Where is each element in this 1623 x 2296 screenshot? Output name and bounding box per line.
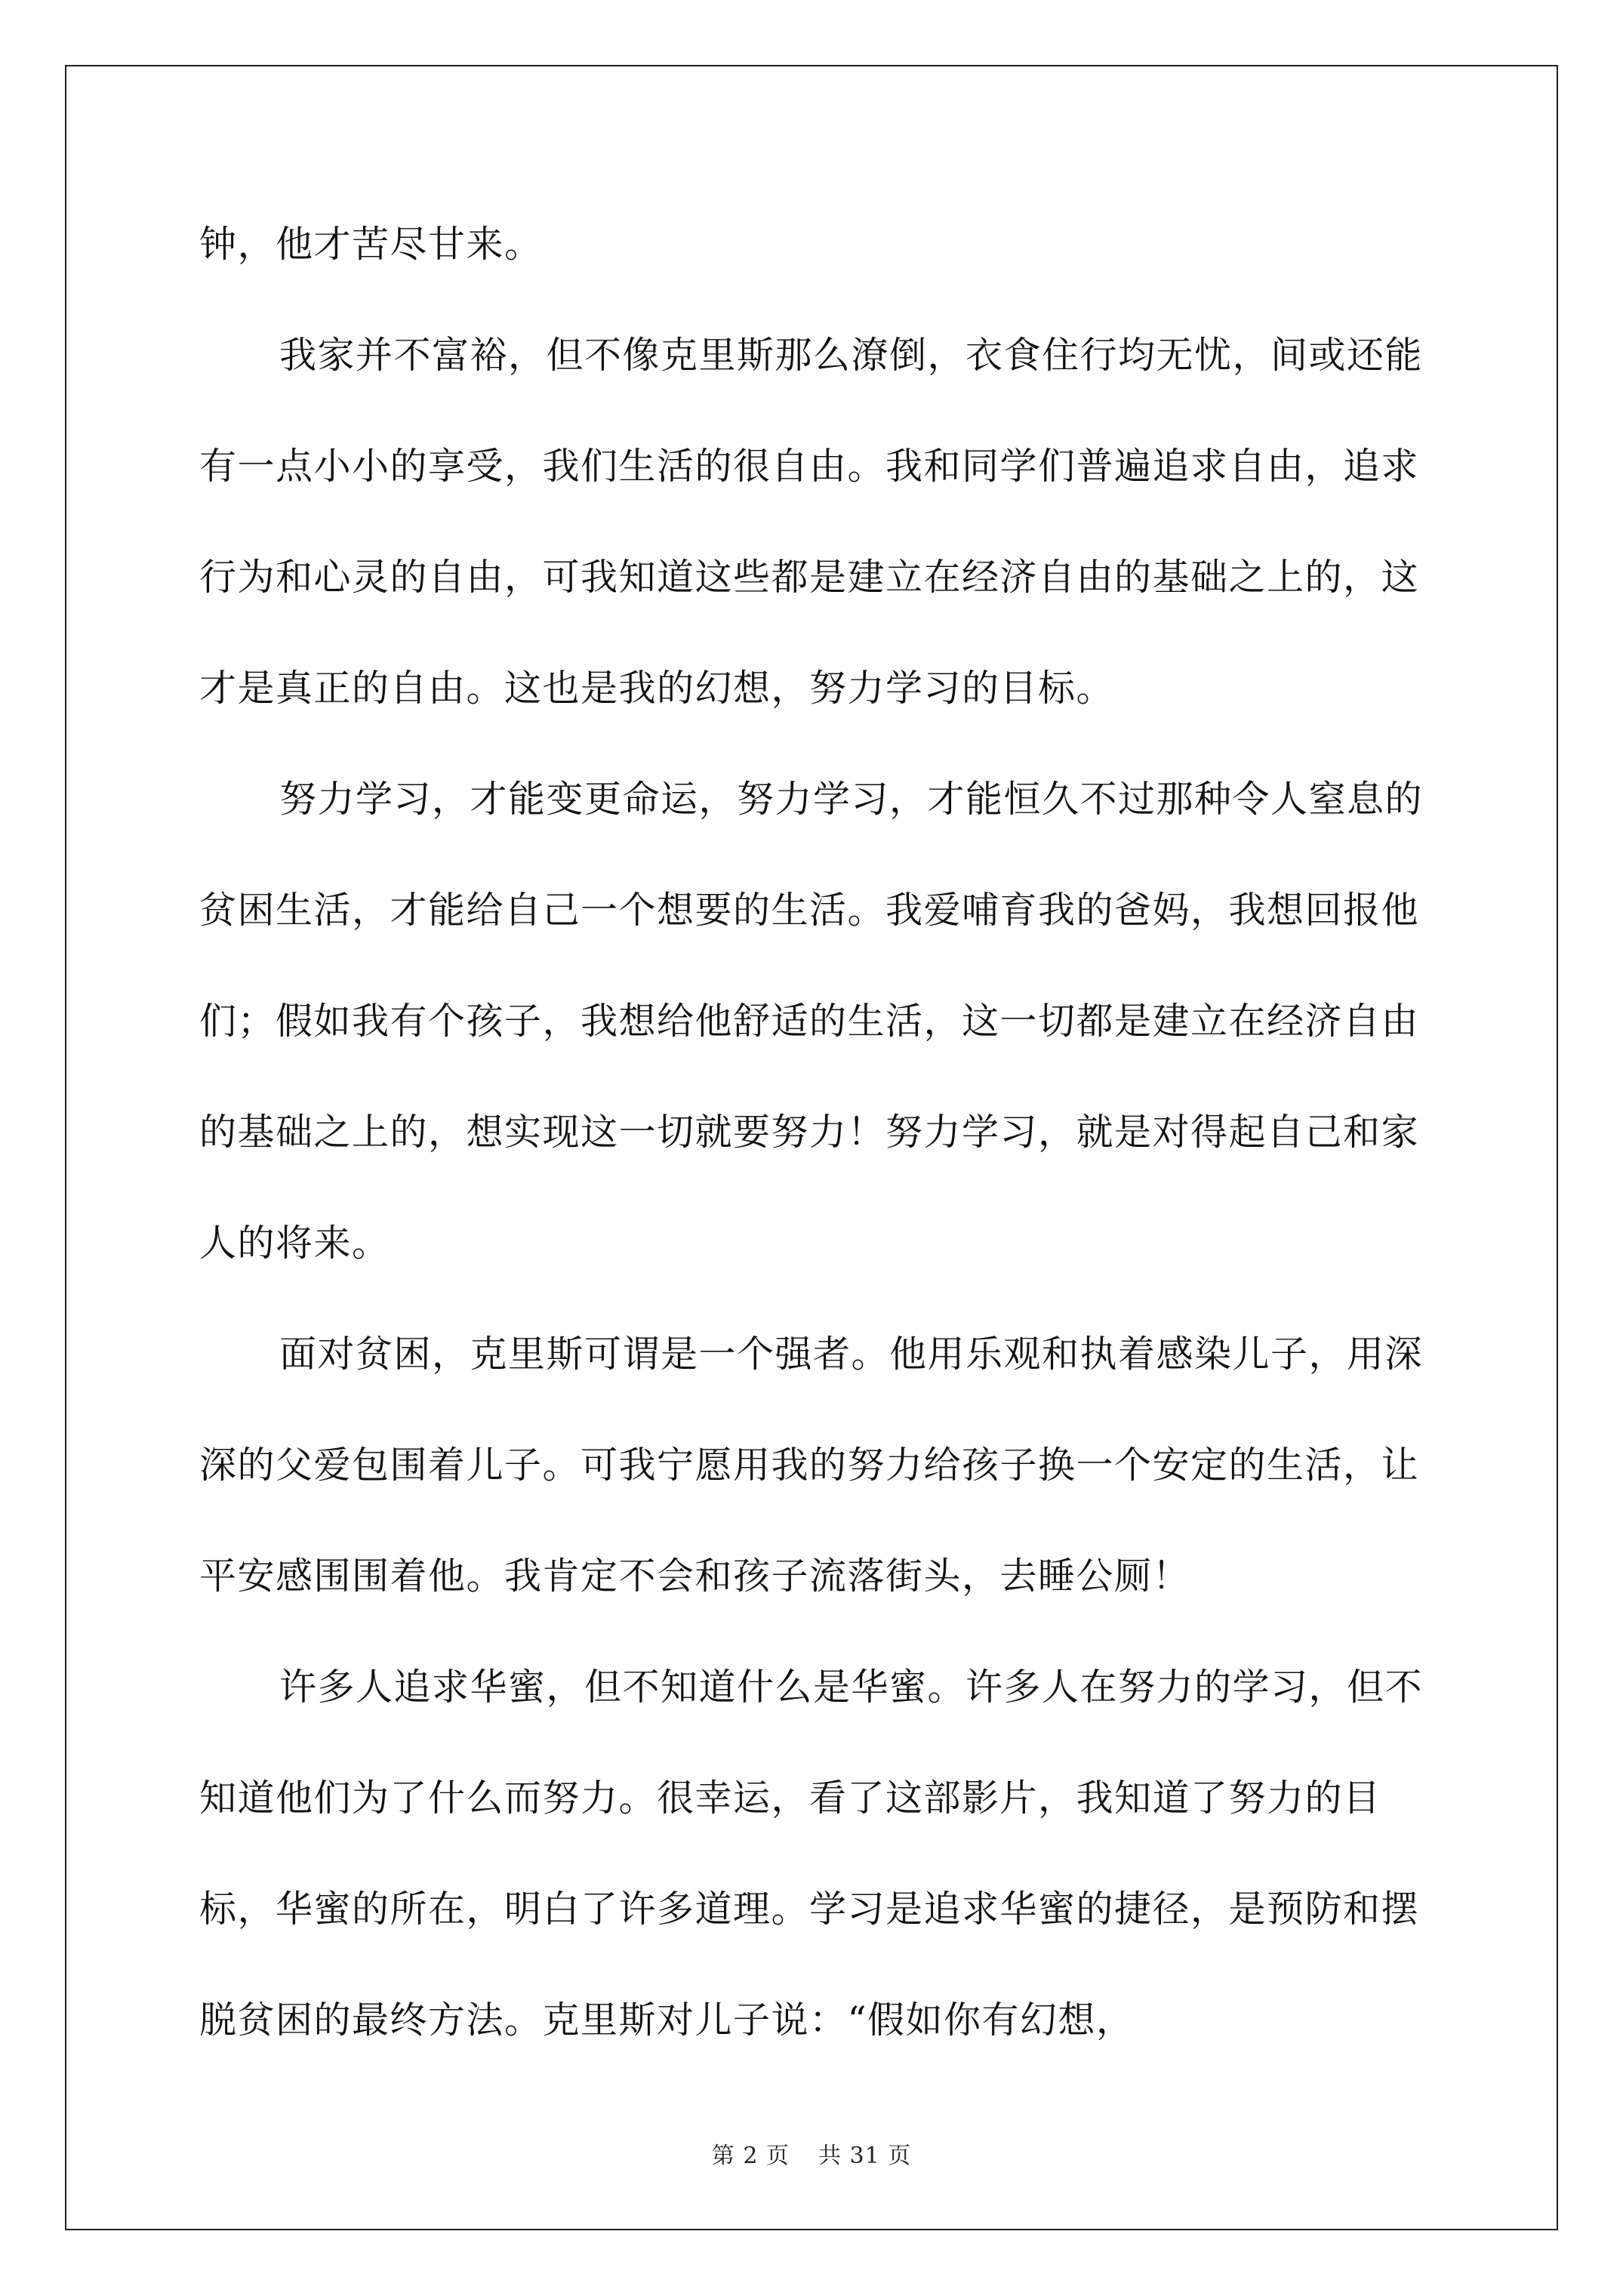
paragraph-4: 面对贫困，克里斯可谓是一个强者。他用乐观和执着感染儿子，用深深的父爱包围着儿子。可我宁愿用我的努力给孩子换一个安定的生活，让平安感围围着他。我肯定不会和孩子流落街头，去睡公厕！ bbox=[199, 1333, 1424, 1598]
page-footer bbox=[0, 2137, 1623, 2170]
page-total: 共 31 页 bbox=[818, 2143, 912, 2169]
paragraph-2: 我家并不富裕，但不像克里斯那么潦倒，衣食住行均无忧，间或还能有一点小小的享受，我们生活的很自由。我和同学们普遍追求自由，追求行为和心灵的自由，可我知道这些都是建立在经济自由的基础之上的，这才是真正的自由。这也是我的幻想，努力学习的目标。 bbox=[199, 334, 1424, 710]
paragraph-5: 许多人追求华蜜，但不知道什么是华蜜。许多人在努力的学习，但不知道他们为了什么而努力。很幸运，看了这部影片，我知道了努力的目标，华蜜的所在，明白了许多道理。学习是追求华蜜的捷径，是预防和摆脱贫困的最终方法。克里斯对儿子说：“假如你有幻想， bbox=[199, 1666, 1424, 2042]
paragraph-1: 钟，他才苦尽甘来。 bbox=[199, 223, 543, 266]
page-number: 第 2 页 bbox=[711, 2143, 790, 2169]
document-body bbox=[199, 189, 1437, 2076]
paragraph-3: 努力学习，才能变更命运，努力学习，才能恒久不过那种令人窒息的贫困生活，才能给自己一个想要的生活。我爱哺育我的爸妈，我想回报他们；假如我有个孩子，我想给他舒适的生活，这一切都是建立在经济自由的基础之上的，想实现这一切就要努力！努力学习，就是对得起自己和家人的将来。 bbox=[199, 778, 1424, 1265]
